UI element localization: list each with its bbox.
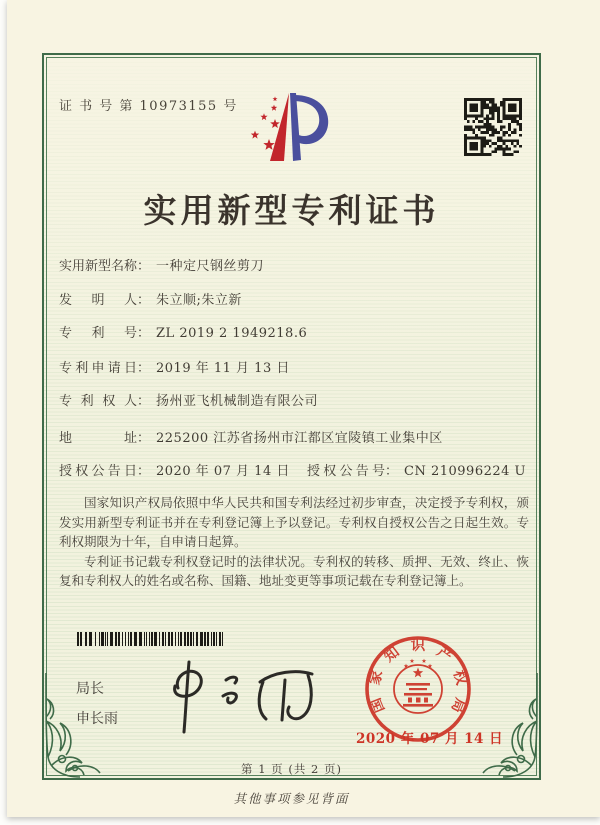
- field-value: CN 210996224 U: [404, 464, 526, 479]
- field-value: ZL 2019 2 1949218.6: [156, 326, 308, 341]
- field-row-inventor: [59, 289, 242, 308]
- field-label: 专利号: [59, 326, 137, 341]
- certificate-title: 实用新型专利证书: [143, 191, 440, 230]
- commissioner-name: 申长雨: [76, 711, 118, 727]
- seal-date: 2020 年 07 月 14 日: [356, 731, 504, 747]
- field-label: 专利申请日: [59, 361, 137, 376]
- svg-text:国: 国: [367, 695, 389, 716]
- legal-paragraph-1: 国家知识产权局依照中华人民共和国专利法经过初步审查，决定授予专利权，颁发实用新型专利证书并在专利登记簿上予以登记。专利权自授权公告之日起生效。专利权期限为十年，自申请日起算。: [59, 495, 529, 549]
- field-value: 一种定尺钢丝剪刀: [156, 259, 265, 274]
- certificate-number: 证 书 号 第 10973155 号: [59, 99, 238, 114]
- field-label: 实用新型名称: [59, 259, 138, 274]
- legal-paragraph-2: 专利证书记载专利权登记时的法律状况。专利权的转移、质押、无效、终止、恢复和专利权人的姓名或名称、国籍、地址变更等事项记载在专利登记簿上。: [59, 553, 529, 588]
- field-colon: ：: [385, 464, 399, 479]
- page-number: 第 1 页 (共 2 页): [241, 762, 342, 776]
- field-value: 2019 年 11 月 13 日: [156, 361, 290, 376]
- qr-code: [464, 98, 522, 156]
- field-row-grant-date: [59, 460, 526, 479]
- svg-text:识: 识: [410, 637, 426, 654]
- field-row-patent-no: [59, 322, 307, 341]
- field-label: 发明人: [59, 293, 137, 308]
- svg-text:局: 局: [447, 695, 469, 716]
- national-emblem-icon: [394, 659, 442, 713]
- field-value: 朱立顺;朱立新: [156, 293, 242, 308]
- corner-flourish-icon: [471, 671, 541, 781]
- field-label: 专利权人: [59, 394, 137, 409]
- barcode: [77, 632, 227, 646]
- field-colon: ：: [137, 464, 151, 479]
- svg-text:产: 产: [433, 643, 456, 666]
- field-row-address: [59, 427, 443, 446]
- svg-text:知: 知: [380, 643, 403, 666]
- legal-text: [59, 493, 529, 591]
- field-row-filing-date: [59, 357, 290, 376]
- field-colon: ：: [137, 259, 151, 274]
- svg-text:家: 家: [365, 668, 387, 687]
- field-colon: ：: [137, 431, 151, 446]
- back-note: 其他事项参见背面: [233, 791, 350, 806]
- commissioner-signature: [156, 650, 326, 745]
- corner-flourish-icon: [42, 671, 112, 781]
- cnipa-logo-icon: [242, 85, 352, 175]
- field-colon: ：: [137, 326, 151, 341]
- certificate-frame: [42, 53, 541, 780]
- field-row-patentee: [59, 390, 318, 409]
- field-row-name: [59, 255, 264, 274]
- field-value: 扬州亚飞机械制造有限公司: [156, 394, 319, 409]
- svg-text:权: 权: [449, 668, 471, 687]
- field-label: 地址: [59, 431, 137, 446]
- certificate-paper: [7, 0, 600, 817]
- grant-number-pair: [307, 460, 526, 479]
- field-colon: ：: [137, 293, 151, 308]
- field-value: 225200 江苏省扬州市江都区宜陵镇工业集中区: [156, 431, 443, 446]
- field-label: 授权公告日: [59, 464, 137, 479]
- field-label: 授权公告号: [307, 464, 385, 479]
- commissioner-title: 局长: [76, 681, 104, 697]
- field-value: 2020 年 07 月 14 日: [156, 464, 290, 479]
- field-colon: ：: [137, 361, 151, 376]
- field-colon: ：: [137, 394, 151, 409]
